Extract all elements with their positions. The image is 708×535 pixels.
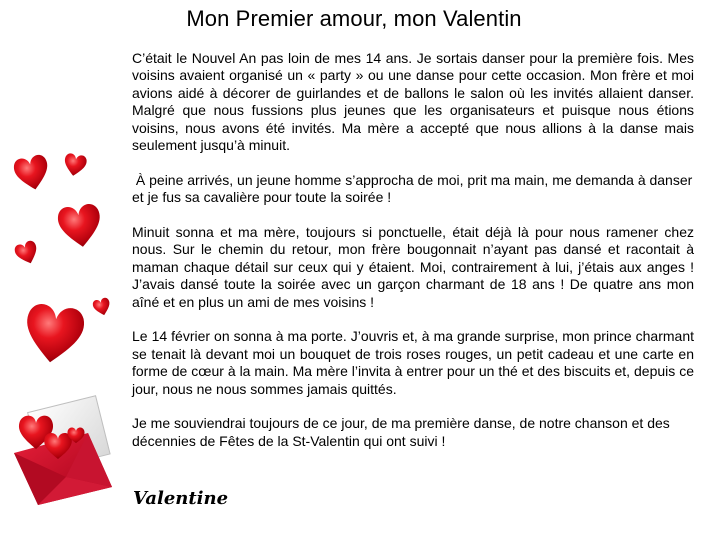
heart-icon xyxy=(55,195,105,257)
envelope-icon xyxy=(8,395,120,507)
paragraph: Je me souviendrai toujours de ce jour, de ma première danse, de notre chanson et des décennies de Fêtes de la St-Valentin qui ont suivi ! xyxy=(132,415,670,449)
heart-icon xyxy=(92,296,112,318)
paragraph: Minuit sonna et ma mère, toujours si ponctuelle, était déjà là pour nous ramener chez nous. Sur le chemin du retour, mon frère bougonnait n’ayant pas dansé et racontait à maman chaque détail sur ceux qui y étaient. Moi, contrairement à lui, j’étais aux anges ! J’avais dansé toute la soirée avec un garçon charmant de 18 ans ! De quatre ans mon aîné et en plus un ami de mes voisins ! xyxy=(132,224,694,310)
heart-icon xyxy=(20,290,88,378)
heart-icon xyxy=(12,148,52,198)
paragraph: Le 14 février on sonna à ma porte. J’ouvris et, à ma grande surprise, mon prince charmant se tenait là devant moi un bouquet de trois roses rouges, un petit cadeau et une carte en forme de cœur à la main. Ma mère l’invita à entrer pour un thé et des biscuits et, depuis ce jour, nous ne nous sommes jamais quittés. xyxy=(132,328,694,397)
heart-icon xyxy=(14,238,40,268)
paragraph: C’était le Nouvel An pas loin de mes 14 ans. Je sortais danser pour la première fois. Mes voisins avaient organisé un « party » ou une danse pour cette occasion. Mon frère et moi avions aidé à décorer de guirlandes et de ballons le salon où les invités allaient danser. Malgré que nous fussions plus jeunes que les organisateurs et puisque nous étions voisins, nous avons été invités. Ma mère a accepté que nous allions à la danse mais seulement jusqu’à minuit. xyxy=(132,50,694,154)
document-title: Mon Premier amour, mon Valentin xyxy=(186,6,522,31)
letter-body xyxy=(132,50,697,468)
heart-icon xyxy=(62,150,88,180)
paragraph: À peine arrivés, un jeune homme s’approcha de moi, prit ma main, me demanda à danser et je fus sa cavalière pour toute la soirée ! xyxy=(132,171,697,206)
signature: Valentine xyxy=(133,488,229,509)
